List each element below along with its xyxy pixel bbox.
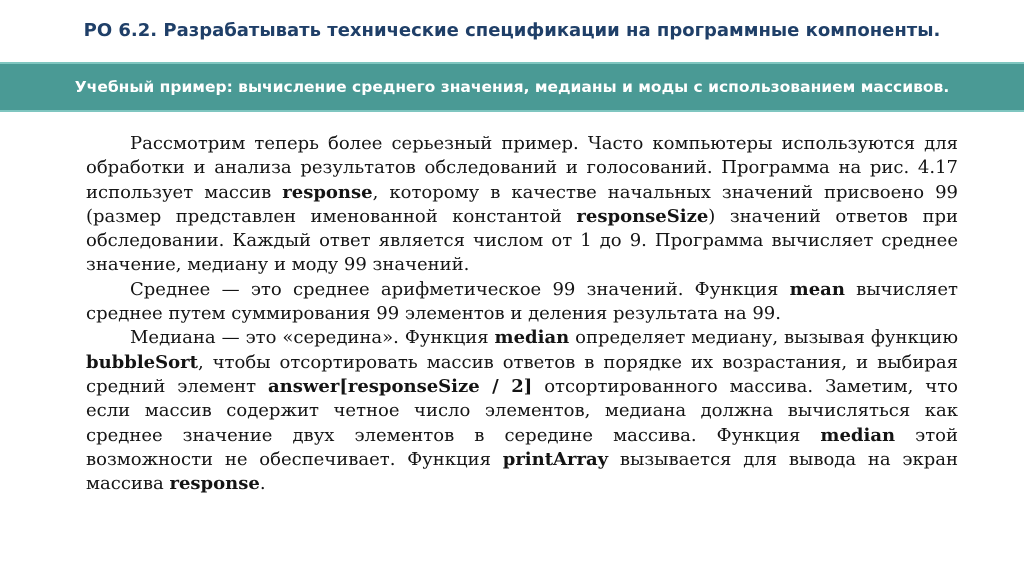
paragraph-1: Рассмотрим теперь более серьезный пример. Часто компьютеры используются для обработки и анализа результатов обследований и голосований. Программа на рис. 4.17 использует массив response, которому в качестве начальных значений присвоено 99 (размер представлен именованной константой responseSize) значений ответов при обследовании. Каждый ответ является числом от 1 до 9. Программа вычисляет среднее значение, медиану и моду 99 значений. [86,133,959,276]
paragraph-3: Медиана — это «середина». Функция median определяет медиану, вызывая функцию bubbleSort, чтобы отсортировать массив ответов в порядке их возрастания, и выбирая средний элемент answer[responseSize / 2] отсортированного массива. Заметим, что если массив содержит четное число элементов, медиана должна вычисляться как среднее значение двух элементов в середине массива. Функция median этой возможности не обеспечивает. Функция printArray вызывается для вывода на экран массива response. [86,327,959,495]
document-body [86,132,958,496]
keyword: median [494,327,570,349]
keyword: median [820,424,896,446]
keyword: response [282,181,373,203]
banner-text: Учебный пример: вычисление среднего значения, медианы и моды с использованием массивов. [74,78,950,96]
keyword: response [169,473,260,495]
slide-title: РО 6.2. Разрабатывать технические спецификации на программные компоненты. [83,20,941,41]
keyword: responseSize [576,205,709,227]
section-banner [0,62,1024,112]
paragraph-2: Среднее — это среднее арифметическое 99 значений. Функция mean вычисляет среднее путем суммирования 99 элементов и деления результата на 99. [86,278,959,325]
keyword: bubbleSort [86,351,198,373]
keyword: mean [789,278,845,300]
keyword: answer[responseSize / 2] [268,375,533,397]
keyword: printArray [502,448,609,470]
